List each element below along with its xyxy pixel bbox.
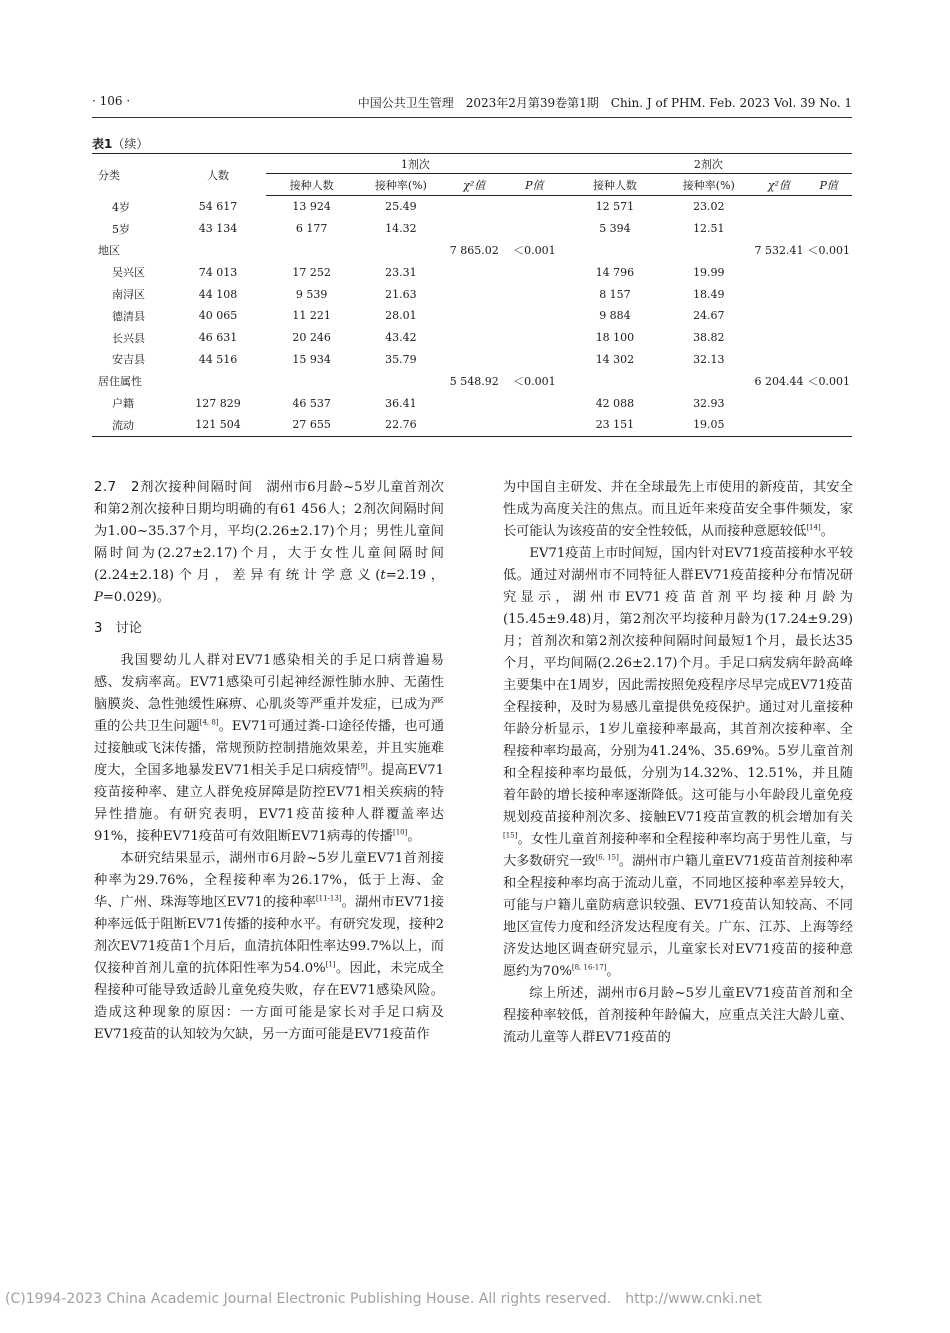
- cell-d1r: 43.42: [385, 331, 417, 345]
- cell-d1chi: [445, 414, 504, 436]
- row-label: 安吉县: [112, 353, 145, 367]
- text-run: 。因此，未完成全程接种可能导致适龄儿童免疫失败，存在EV71感染风险。造成这种现象的原因：一方面可能是家长对手足口病及EV71疫苗的认知较为欠缺，另一方面可能是EV71疫苗作: [94, 961, 444, 1042]
- t-value: =2.19，: [385, 568, 444, 583]
- header-dose2: 2剂次: [565, 154, 852, 174]
- right-column: [503, 477, 853, 1049]
- text-run: 。湖州市户籍儿童EV71疫苗首剂接种率和全程接种率均高于流动儿童，不同地区接种率差异较大，可能与户籍儿童防病意识较强、EV71疫苗认知较高、不同地区宣传力度和经济发达程度有关。广东、江苏、上海等经济发达地区调查研究显示，儿童家长对EV71疫苗的接种意愿约为70%: [503, 854, 854, 979]
- cell-d1r: 25.49: [385, 200, 417, 214]
- text-run: 。湖州市EV71接种率远低于阻断EV71传播的接种水平。有研究发现，接种2剂次EV71疫苗1个月后，血清抗体阳性率达99.7%以上，而仅接种首剂儿童的抗体阳性率为54.0%: [94, 895, 444, 976]
- citation: [10]: [392, 828, 408, 837]
- citation: [15]: [503, 831, 518, 840]
- cell-d2chi: [752, 283, 805, 305]
- cell-d2r: 24.67: [693, 309, 725, 323]
- cell-d2n: 8 157: [599, 287, 631, 301]
- header-dose1: 1剂次: [266, 154, 565, 174]
- vaccination-table: [92, 153, 852, 437]
- row-label: 户籍: [112, 397, 134, 411]
- citation: [4, 8]: [199, 718, 219, 727]
- cell-d2n: 42 088: [595, 396, 635, 410]
- cell-d2chi: [752, 218, 805, 240]
- cell-d2chi: [752, 392, 805, 414]
- table-row: [92, 240, 852, 262]
- cell-d2p: [805, 261, 852, 283]
- cell-d2r: 38.82: [693, 331, 725, 345]
- cell-d1chi: 7 865.02: [449, 243, 499, 257]
- cell-d1r: 14.32: [385, 222, 417, 236]
- header-rule: [92, 117, 852, 118]
- section-2-7: [94, 477, 444, 609]
- cell-d1n: 27 655: [266, 414, 357, 436]
- t-symbol: t: [380, 568, 386, 583]
- cell-d2r: [665, 240, 752, 262]
- citation: [1]: [325, 960, 336, 969]
- cell-d1p: [504, 218, 565, 240]
- cell-d1n: 6 177: [295, 222, 328, 236]
- text-run: 。: [407, 829, 421, 844]
- cell-d1p: [504, 283, 565, 305]
- row-label: 南浔区: [112, 288, 145, 302]
- header-count: 人数: [206, 168, 229, 182]
- cell-d1chi: [445, 261, 504, 283]
- cell-d1n: [266, 370, 357, 392]
- cell-d1chi: [445, 283, 504, 305]
- row-label: 5岁: [112, 222, 130, 236]
- cell-d1n: 11 221: [292, 309, 331, 323]
- header-dose2-p: P值: [805, 174, 852, 196]
- text-run: 。提高EV71疫苗接种率、建立人群免疫屏障是防控EV71相关疾病的特异性措施。有研究表明，EV71疫苗接种人群覆盖率达91%，接种EV71疫苗可有效阻断EV71病毒的传播: [94, 763, 444, 844]
- cell-d2p: [805, 349, 852, 371]
- cell-d2r: 23.02: [693, 200, 725, 214]
- table-row: [92, 370, 852, 392]
- page-number: · 106 ·: [92, 94, 131, 108]
- cell-d2p: [805, 196, 852, 218]
- table-row: [92, 305, 852, 327]
- cell-count: 121 504: [170, 414, 266, 436]
- cell-d1r: [357, 240, 444, 262]
- row-label: 吴兴区: [112, 266, 145, 280]
- text-run: EV71疫苗上市时间短，国内针对EV71疫苗接种水平较低。通过对湖州市不同特征人群EV71疫苗接种分布情况研究显示，湖州市EV71疫苗首剂平均接种月龄为(15.45±9.48)月，第2剂次平均接种月龄为(17.24±9.29)月；首剂次和第2剂次接种间隔时间最短1个月，最长达35个月，平均间隔(2.26±2.17)个月。手足口病发病年龄高峰主要集中在1周岁，因此需按照免疫程序尽早完成EV71疫苗全程接种，及时为易感儿童提供免疫保护。通过对儿童接种年龄分析显示，1岁儿童接种率最高，其首剂次接种率、全程接种率均最高，分别为41.24%、35.69%。5岁儿童首剂和全程接种率均最低，分别为14.32%、12.51%，并且随着年龄的增长接种率逐渐降低。这可能与小年龄段儿童免疫规划疫苗接种剂次多、接触EV71疫苗宣教的机会增加有关: [503, 546, 853, 825]
- citation: [14]: [806, 523, 821, 532]
- cell-d1p: [504, 305, 565, 327]
- cell-count: 44 516: [198, 352, 238, 366]
- cell-d2chi: [752, 196, 805, 218]
- p-symbol: P: [94, 590, 103, 605]
- cell-d2chi: 7 532.41: [754, 243, 804, 257]
- cell-d1chi: [445, 196, 504, 218]
- row-label: 德清县: [112, 309, 145, 323]
- cell-count: [170, 240, 266, 262]
- cell-d1r: 21.63: [385, 287, 417, 301]
- cell-d2n: 5 394: [599, 222, 631, 236]
- cell-count: 127 829: [195, 396, 241, 410]
- cell-d1p: [504, 414, 565, 436]
- table-caption-label: 表1: [92, 137, 113, 151]
- citation: [6, 15]: [595, 853, 619, 862]
- discussion-paragraph-2-cont: [503, 477, 853, 543]
- cell-d2n: 9 884: [599, 309, 631, 323]
- cell-d2r: 32.93: [693, 396, 725, 410]
- cell-d1n: 15 934: [292, 352, 331, 366]
- cell-d1n: 9 539: [295, 287, 328, 301]
- cell-d2p: [805, 392, 852, 414]
- table-row: [92, 218, 852, 240]
- cell-d2r: 19.05: [665, 414, 752, 436]
- cell-d1r: 35.79: [385, 352, 417, 366]
- header-dose1-chi: χ²值: [445, 174, 504, 196]
- text-run: 我国婴幼儿人群对EV71感染相关的手足口病普遍易感、发病率高。EV71感染可引起神经源性肺水肿、无菌性脑膜炎、急性弛缓性麻痹、心肌炎等严重并发症，已成为严重的公共卫生问题: [94, 653, 444, 734]
- cell-d2p: [805, 283, 852, 305]
- cell-d2p: ＜0.001: [807, 375, 850, 389]
- cell-d1p: ＜0.001: [513, 244, 556, 258]
- row-label: 流动: [92, 414, 170, 436]
- cell-d1r: 23.31: [385, 265, 417, 279]
- copyright-footer: (C)1994-2023 China Academic Journal Electronic Publishing House. All rights reserved. http://www.cnki.net: [5, 1291, 762, 1307]
- cell-d2chi: [752, 261, 805, 283]
- discussion-paragraph-4: 综上所述，湖州市6月龄~5岁儿童EV71疫苗首剂和全程接种率较低，首剂接种年龄偏大，应重点关注大龄儿童、流动儿童等人群EV71疫苗的: [503, 986, 853, 1045]
- header-category: 分类: [98, 168, 120, 182]
- cell-d2r: 32.13: [693, 352, 725, 366]
- section-2-7-text: 湖州市6月龄~5岁儿童首剂次和第2剂次接种日期均明确的有61 456人；2剂次间隔时间为1.00~35.37个月，平均(2.26±2.17)个月；男性儿童间隔时间为(2.27±2.17)个月，大于女性儿童间隔时间(2.24±2.18)个月，差异有统计学意义(: [94, 480, 444, 583]
- cell-d1n: 20 246: [292, 331, 331, 345]
- cell-d1chi: 5 548.92: [449, 374, 499, 388]
- cell-d1r: 28.01: [385, 309, 417, 323]
- cell-d1p: ＜0.001: [513, 375, 556, 389]
- cell-d2chi: [752, 349, 805, 371]
- cell-d1r: [357, 370, 444, 392]
- cell-count: 40 065: [198, 309, 238, 323]
- cell-d1r: 36.41: [385, 396, 417, 410]
- cell-d2p: ＜0.001: [807, 244, 850, 258]
- cell-d2chi: [752, 414, 805, 436]
- discussion-paragraph-2: [94, 848, 444, 1046]
- table-row: [92, 196, 852, 218]
- row-label: 居住属性: [98, 375, 142, 389]
- cell-d1chi: [445, 327, 504, 349]
- cell-d2r: [665, 370, 752, 392]
- cell-d2n: 23 151: [565, 414, 665, 436]
- section-2-7-title: 2.7 2剂次接种间隔时间: [94, 480, 253, 495]
- discussion-paragraph-3: [503, 543, 853, 983]
- header-dose2-rate: 接种率(%): [665, 174, 752, 196]
- cell-count: 46 631: [198, 331, 238, 345]
- discussion-paragraph-1: [94, 650, 444, 848]
- p-value: =0.029)。: [102, 590, 171, 605]
- text-run: 为中国自主研发、并在全球最先上市使用的新疫苗，其安全性成为高度关注的焦点。而且近年来疫苗安全事件频发，家长可能认为该疫苗的安全性较低，从而接种意愿较低: [503, 480, 853, 539]
- cell-d2chi: [752, 305, 805, 327]
- cell-d1chi: [445, 349, 504, 371]
- cell-d2p: [805, 414, 852, 436]
- cell-d2p: [805, 305, 852, 327]
- cell-d1chi: [445, 392, 504, 414]
- text-run: 本研究结果显示，湖州市6月龄~5岁儿童EV71首剂接种率为29.76%，全程接种率为26.17%，低于上海、金华、广州、珠海等地区EV71的接种率: [94, 851, 444, 910]
- table-row: [92, 414, 852, 436]
- cell-d1n: [266, 240, 357, 262]
- cell-d1r: 22.76: [357, 414, 444, 436]
- table-row: [92, 261, 852, 283]
- cell-d2r: 12.51: [693, 222, 725, 236]
- cell-d1p: [504, 327, 565, 349]
- cell-d1p: [504, 349, 565, 371]
- cell-d2chi: [752, 327, 805, 349]
- header-dose1-p: P值: [504, 174, 565, 196]
- section-3-title: 3 讨论: [94, 621, 142, 636]
- table-row: [92, 349, 852, 371]
- journal-info: 中国公共卫生管理 2023年2月第39卷第1期 Chin. J of PHM. Feb. 2023 Vol. 39 No. 1: [357, 96, 852, 110]
- table-row: [92, 283, 852, 305]
- cell-count: 43 134: [198, 222, 238, 236]
- cell-count: 74 013: [198, 265, 238, 279]
- cell-d1p: [504, 261, 565, 283]
- cell-d1chi: [445, 305, 504, 327]
- cell-count: 54 617: [198, 200, 238, 214]
- cell-d2p: [805, 218, 852, 240]
- cell-d1p: [504, 196, 565, 218]
- cell-d2n: 14 796: [595, 265, 635, 279]
- header-dose1-rate: 接种率(%): [357, 174, 444, 196]
- cell-d2chi: 6 204.44: [754, 374, 804, 388]
- page-header: [92, 94, 852, 114]
- text-run: 。: [820, 524, 834, 539]
- citation: [8, 16-17]: [571, 963, 607, 972]
- table-row: [92, 392, 852, 414]
- cell-d2r: 19.99: [693, 265, 725, 279]
- header-dose1-vaccinated: 接种人数: [266, 174, 357, 196]
- cell-d2r: 18.49: [693, 287, 725, 301]
- cell-d1n: 13 924: [292, 200, 331, 214]
- left-column: [94, 477, 444, 1046]
- cell-d2n: [565, 370, 665, 392]
- cell-d2n: [565, 240, 665, 262]
- cell-d2n: 14 302: [595, 352, 635, 366]
- citation: [11-13]: [315, 894, 342, 903]
- cell-count: [170, 370, 266, 392]
- row-label: 地区: [98, 244, 120, 258]
- cell-count: 44 108: [198, 287, 238, 301]
- cell-d2n: 18 100: [595, 331, 635, 345]
- header-dose2-vaccinated: 接种人数: [565, 174, 665, 196]
- citation: [9]: [357, 762, 368, 771]
- text-run: 。: [606, 964, 620, 979]
- table-caption-suffix: （续）: [112, 137, 149, 151]
- row-label: 4岁: [112, 200, 130, 214]
- table-caption: [92, 135, 148, 152]
- cell-d2p: [805, 327, 852, 349]
- text-run: 。EV71可通过粪-口途径传播，也可通过接触或飞沫传播，常规预防控制措施效果差，并且实施难度大，全国多地暴发EV71相关手足口病疫情: [94, 719, 445, 778]
- cell-d2n: 12 571: [595, 200, 635, 214]
- cell-d1n: 46 537: [292, 396, 331, 410]
- text-run: 。女性儿童首剂接种率和全程接种率均高于男性儿童，与大多数研究一致: [503, 832, 853, 869]
- header-dose2-chi: χ²值: [752, 174, 805, 196]
- cell-d1p: [504, 392, 565, 414]
- cell-d1n: 17 252: [292, 265, 331, 279]
- row-label: 长兴县: [112, 331, 145, 345]
- table-row: [92, 327, 852, 349]
- cell-d1chi: [445, 218, 504, 240]
